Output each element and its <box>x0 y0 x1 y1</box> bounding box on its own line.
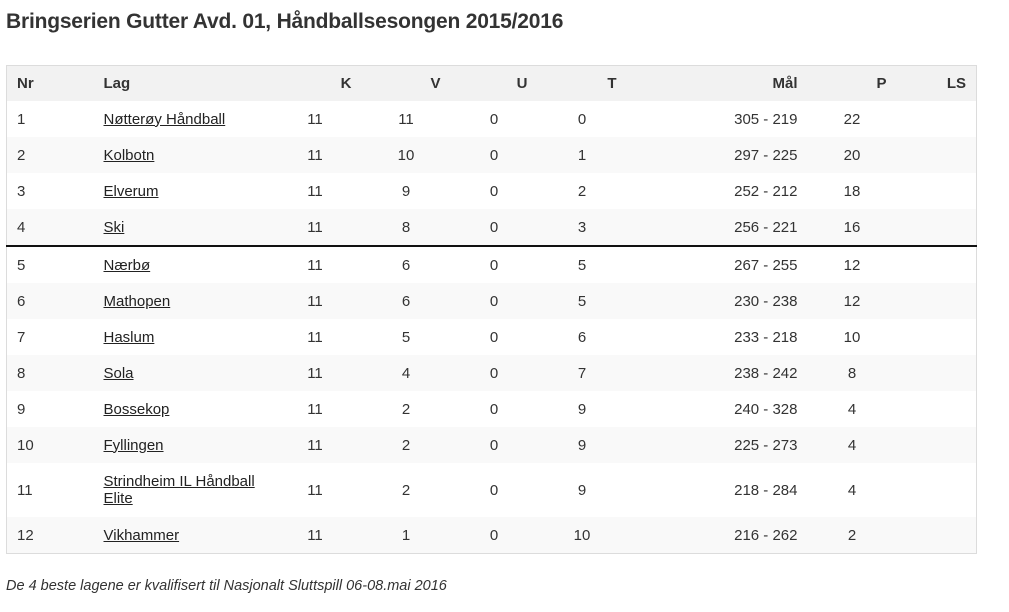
cell-nr: 6 <box>7 283 94 319</box>
cell-p: 12 <box>808 283 897 319</box>
team-link[interactable]: Mathopen <box>103 292 171 310</box>
column-header-ls: LS <box>897 66 977 102</box>
cell-team <box>94 137 269 173</box>
cell-p: 22 <box>843 110 861 128</box>
cell-nr: 7 <box>17 328 26 346</box>
cell-p: 10 <box>843 328 861 346</box>
cell-v: 4 <box>362 355 451 391</box>
column-header-k: K <box>269 66 362 102</box>
cell-mal: 218 - 284 <box>734 481 798 499</box>
cell-team <box>94 463 269 517</box>
cell-ls <box>897 427 977 463</box>
page-title: Bringserien Gutter Avd. 01, Håndballsesongen 2015/2016 <box>6 10 564 33</box>
team-link[interactable]: Ski <box>103 218 125 236</box>
cell-u: 0 <box>489 481 499 499</box>
cell-u: 0 <box>451 209 538 246</box>
cell-v: 2 <box>401 400 411 418</box>
cell-ls <box>897 463 977 517</box>
cell-p: 18 <box>843 182 861 200</box>
table-row <box>7 391 977 427</box>
cell-u: 0 <box>489 256 499 274</box>
cell-t: 7 <box>538 355 627 391</box>
cell-p: 20 <box>808 137 897 173</box>
cell-ls <box>897 283 977 319</box>
cell-k: 11 <box>269 517 362 554</box>
cell-team <box>94 391 269 427</box>
cell-team <box>94 173 269 209</box>
team-link[interactable]: Haslum <box>103 328 155 346</box>
cell-mal: 256 - 221 <box>627 209 808 246</box>
cell-mal: 252 - 212 <box>734 182 798 200</box>
cell-ls <box>897 319 977 355</box>
team-link[interactable]: Sola <box>103 364 134 382</box>
cell-u: 0 <box>489 328 499 346</box>
cell-u: 0 <box>489 400 499 418</box>
cell-t: 0 <box>577 110 587 128</box>
team-link[interactable]: Bossekop <box>103 400 170 418</box>
cell-t: 5 <box>577 256 587 274</box>
cell-k: 11 <box>307 182 323 200</box>
cell-mal: 233 - 218 <box>734 328 798 346</box>
table-row <box>7 427 977 463</box>
cell-mal: 297 - 225 <box>627 137 808 173</box>
cell-k: 11 <box>269 283 362 319</box>
cell-u: 0 <box>451 355 538 391</box>
cell-team <box>94 517 269 554</box>
cell-nr: 4 <box>7 209 94 246</box>
cell-nr: 12 <box>7 517 94 554</box>
column-header-u: U <box>451 66 538 102</box>
cell-nr: 9 <box>17 400 26 418</box>
standings-table <box>6 65 977 554</box>
cell-k: 11 <box>307 481 323 499</box>
cell-team <box>94 101 269 137</box>
table-row <box>7 246 977 283</box>
cell-u: 0 <box>451 517 538 554</box>
cell-k: 11 <box>307 328 323 346</box>
team-link[interactable]: Strindheim IL Håndball Elite <box>103 473 255 507</box>
cell-u: 0 <box>489 110 499 128</box>
cell-ls <box>897 246 977 283</box>
cell-u: 0 <box>451 137 538 173</box>
table-row <box>7 463 977 517</box>
cell-team <box>94 319 269 355</box>
cell-ls <box>897 209 977 246</box>
cell-t: 3 <box>538 209 627 246</box>
cell-nr: 2 <box>7 137 94 173</box>
cell-ls <box>897 391 977 427</box>
cell-t: 10 <box>538 517 627 554</box>
cell-k: 11 <box>269 355 362 391</box>
cell-mal: 305 - 219 <box>734 110 798 128</box>
cell-p: 8 <box>808 355 897 391</box>
cell-u: 0 <box>489 182 499 200</box>
cell-mal: 238 - 242 <box>627 355 808 391</box>
cell-ls <box>897 173 977 209</box>
cell-t: 1 <box>538 137 627 173</box>
cell-t: 2 <box>577 182 587 200</box>
cell-k: 11 <box>269 209 362 246</box>
cell-nr: 1 <box>17 110 26 128</box>
column-header-t: T <box>538 66 627 102</box>
table-row <box>7 283 977 319</box>
cell-k: 11 <box>307 400 323 418</box>
cell-t: 6 <box>577 328 587 346</box>
cell-v: 6 <box>401 256 411 274</box>
qualification-note: De 4 beste lagene er kvalifisert til Nasjonalt Sluttspill 06-08.mai 2016 <box>6 578 447 594</box>
cell-t: 9 <box>577 481 587 499</box>
cell-u: 0 <box>451 427 538 463</box>
cell-team <box>94 427 269 463</box>
cell-mal: 216 - 262 <box>627 517 808 554</box>
cell-t: 5 <box>538 283 627 319</box>
cell-v: 8 <box>362 209 451 246</box>
cell-p: 12 <box>843 256 861 274</box>
cell-ls <box>897 101 977 137</box>
cell-k: 11 <box>269 137 362 173</box>
table-row <box>7 355 977 391</box>
cell-k: 11 <box>307 110 323 128</box>
cell-nr: 3 <box>17 182 26 200</box>
table-row <box>7 319 977 355</box>
cell-v: 6 <box>362 283 451 319</box>
cell-mal: 230 - 238 <box>627 283 808 319</box>
header-row <box>7 66 977 102</box>
cell-ls <box>897 355 977 391</box>
cell-p: 16 <box>808 209 897 246</box>
team-link[interactable]: Vikhammer <box>103 526 180 544</box>
cell-nr: 8 <box>7 355 94 391</box>
team-link[interactable]: Fyllingen <box>103 436 164 454</box>
cell-nr: 11 <box>17 481 33 499</box>
table-row <box>7 137 977 173</box>
cell-k: 11 <box>307 256 323 274</box>
cell-mal: 267 - 255 <box>734 256 798 274</box>
column-header-p: P <box>808 66 897 102</box>
cell-v: 1 <box>362 517 451 554</box>
cell-team <box>94 283 269 319</box>
cell-p: 4 <box>808 427 897 463</box>
table-row <box>7 173 977 209</box>
cell-v: 11 <box>398 110 414 128</box>
cell-p: 4 <box>847 481 857 499</box>
table-row <box>7 209 977 246</box>
cell-k: 11 <box>269 427 362 463</box>
column-header-nr: Nr <box>7 66 94 102</box>
cell-v: 2 <box>401 481 411 499</box>
team-link[interactable]: Nøtterøy Håndball <box>103 110 226 128</box>
team-link[interactable]: Kolbotn <box>103 146 155 164</box>
cell-mal: 240 - 328 <box>734 400 798 418</box>
cell-mal: 225 - 273 <box>627 427 808 463</box>
cell-t: 9 <box>538 427 627 463</box>
team-link[interactable]: Nærbø <box>103 256 151 274</box>
cell-t: 9 <box>577 400 587 418</box>
cell-v: 10 <box>362 137 451 173</box>
column-header-mal: Mål <box>627 66 808 102</box>
cell-v: 5 <box>401 328 411 346</box>
cell-p: 4 <box>847 400 857 418</box>
cell-team <box>94 246 269 283</box>
cell-team <box>94 355 269 391</box>
table-row <box>7 517 977 554</box>
cell-p: 2 <box>808 517 897 554</box>
cell-team <box>94 209 269 246</box>
team-link[interactable]: Elverum <box>103 182 159 200</box>
cell-u: 0 <box>451 283 538 319</box>
cell-nr: 10 <box>7 427 94 463</box>
cell-ls <box>897 137 977 173</box>
column-header-lag: Lag <box>94 66 269 102</box>
table-row <box>7 101 977 137</box>
cell-nr: 5 <box>17 256 26 274</box>
cell-v: 2 <box>362 427 451 463</box>
column-header-v: V <box>362 66 451 102</box>
cell-ls <box>897 517 977 554</box>
cell-v: 9 <box>401 182 411 200</box>
